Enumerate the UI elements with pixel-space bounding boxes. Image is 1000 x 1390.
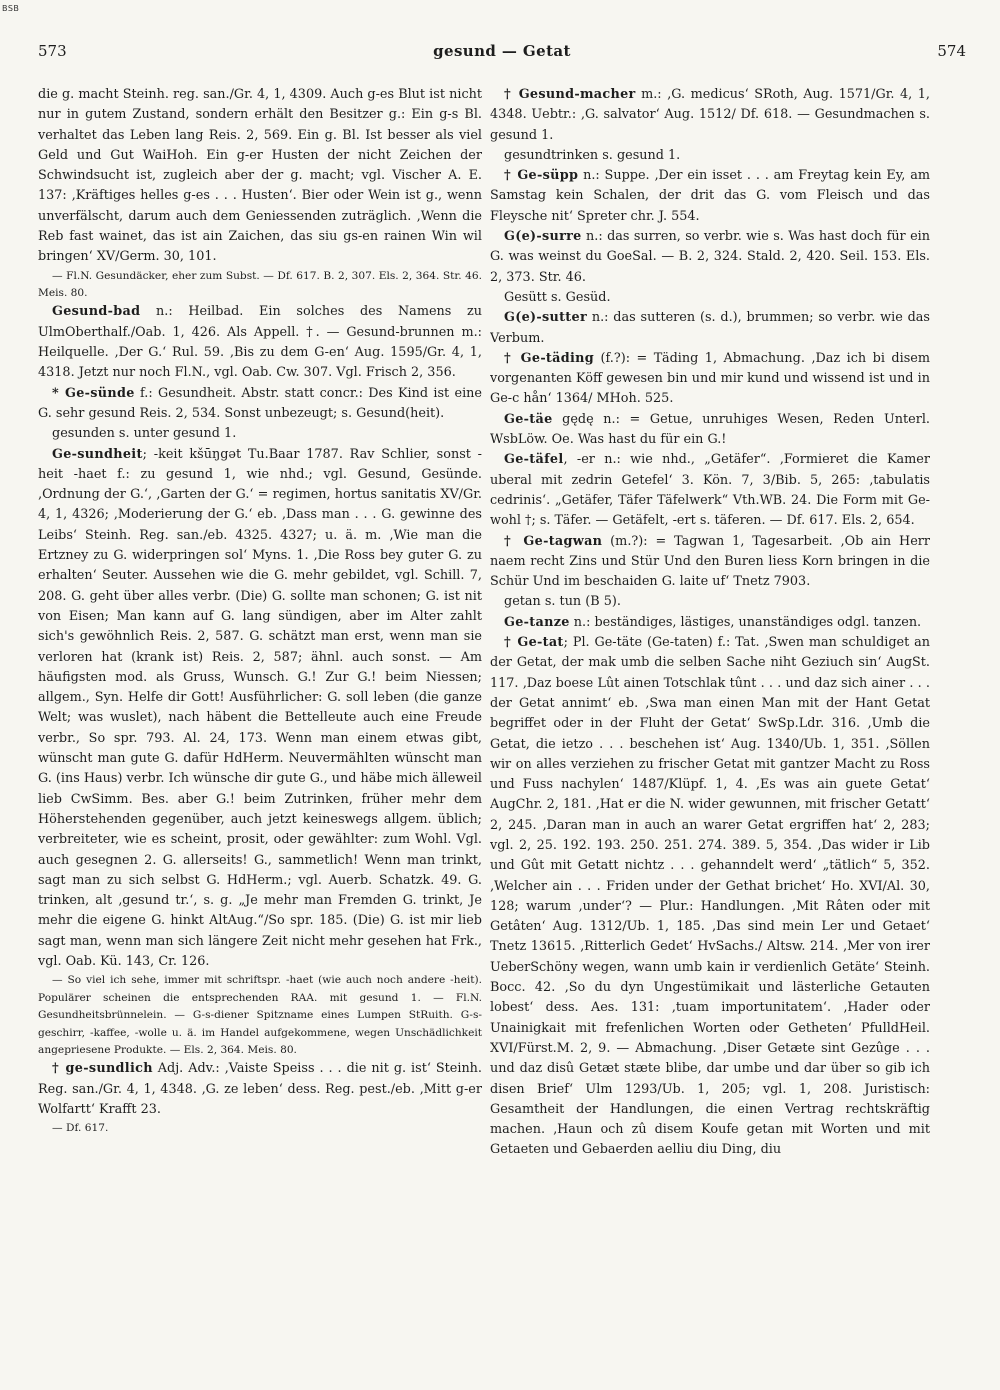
dictionary-entry: † Ge-tagwan (m.?): = Tagwan 1, Tagesarbeit. ‚Ob ain Herr naem recht Zins und Stür Und den Buren liess Korn bringen in die Schür Und im beschaiden G. laite uf‘ Tnetz 7903. xyxy=(490,533,930,590)
dictionary-entry: † Ge-täding (f.?): = Täding 1, Abmachung. ‚Daz ich bi disem vorgenanten Köff gewesen bin und mir kund und wissend ist und in Ge-c hån‘ 1364/ MHoh. 525. xyxy=(490,350,930,407)
headword: G(e)-sutter xyxy=(504,310,588,326)
headword: Ge-täfel xyxy=(504,452,564,468)
dictionary-entry: Ge-tanze n.: beständiges, lästiges, unanständiges odgl. tanzen. xyxy=(504,614,922,630)
left-page-number: 573 xyxy=(38,42,67,60)
reference-note: — Df. 617. xyxy=(52,1122,109,1135)
headword: † Ge-täding xyxy=(504,350,594,366)
library-stamp: BSB xyxy=(2,4,20,13)
headword: Ge-sundheit xyxy=(52,446,143,462)
cross-reference: getan s. tun (B 5). xyxy=(504,594,621,610)
dictionary-entry: * Ge-sünde f.: Gesundheit. Abstr. statt concr.: Des Kind ist eine G. sehr gesund Reis. 2, 534. Sonst unbezeugt; s. Gesund(heit). xyxy=(38,385,482,421)
reference-note: — So viel ich sehe, immer mit schriftspr. -haet (wie auch noch andere -heit). Populärer scheinen die entsprechenden RAA. mit gesund 1. — Fl.N. Gesundheitsbrünnelein. — G-s-diener Spitzname eines Lumpen StRuith. G-s-geschirr, -kaffee, -wolle u. ä. im Handel aufgekommene, wegen Unschädlichkeit angepriesene Produkte. — Els. 2, 364. Meis. 80. xyxy=(38,974,482,1056)
dictionary-entry: Gesund-bad n.: Heilbad. Ein solches des Namens zu UlmOberthalf./Oab. 1, 426. Als Appell. †. — Gesund-brunnen m.: Heilquelle. ‚Der G.‘ Rul. 59. ‚Bis zu dem G-en‘ Aug. 1595/Gr. 4, 1, 4318. Jetzt nur noch Fl.N., vgl. Oab. Cw. 307. Vgl. Frisch 2, 356. xyxy=(38,304,482,381)
dictionary-entry: Ge-sundheit; -keit kšūŋgət Tu.Baar 1787. Rav Schlier, sonst -heit -haet f.: zu gesund 1, wie nhd.; vgl. Gesund, Gesünde. ‚Ordnung der G.‘, ‚Garten der G.‘ = regimen, hortus sanitatis XV/Gr. 4, 1, 4326; ‚Moderierung der G.‘ eb. ‚Dass man . . . G. gewinne des Leibs‘ Steinh. Reg. san./eb. 4325. 4327; u. ä. m. ‚Wie man die Ertzney zu G. widerpringen sol‘ Myns. 1. ‚Die Ross bey guter G. zu erhalten‘ Seuter. Aussehen wie die G. mehr gebildet, vgl. Schill. 7, 208. G. geht über alles verbr. (Die) G. sollte man schonen; G. ist nit von Eisen; Man kann auf G. lang sündigen, aber im Alter zahlt sich's gewöhnlich Reis. 2, 587. G. schätzt man erst, wenn man sie verloren hat (krank ist) Reis. 2, 587; ähnl. auch sonst. — Am häufigsten mod. als Gruss, Wunsch. G.! Zur G.! beim Niessen; allgem., Syn. Helfe dir Gott! Ausführlicher: G. soll leben (die ganze Welt; was wuslet), nach häbent die Bettelleute auch eine Freude verbr., So spr. 793. Al. 24, 173. Wenn man einem etwas gibt, wünscht man gute G. dafür HdHerm. Neuvermählten wünscht man G. (ins Haus) verbr. Ich wünsche dir gute G., und häbe mich älleweil lieb CwSimm. Bes. aber G.! beim Zutrinken, früher mehr dem Höherstehenden gegenüber, auch jetzt keineswegs allgem. üblich; verbreiteter, wie es scheint, prosit, oder gewählter: zum Wohl. Vgl. auch gesegnen 2. G. allerseits! G., sammetlich! Wenn man trinkt, sagt man zu sich selbst G. HdHerm.; vgl. Auerb. Schatzk. 49. G. trinken, alt ‚gesund tr.‘, s. g. „Je mehr man Fremden G. trinkt, Je mehr die eigene G. hinkt AltAug.“/So spr. 185. (Die) G. ist mir lieb sagt man, wenn man sich längere Zeit nicht mehr gesehen hat Frk., vgl. Oab. Kü. 143, Cr. 126. xyxy=(38,446,482,969)
right-column xyxy=(490,85,930,1375)
headword: † Ge-tat xyxy=(504,635,564,651)
headword: † Ge-tagwan xyxy=(504,533,603,549)
headword: Ge-täe xyxy=(504,411,553,427)
cross-reference: gesunden s. unter gesund 1. xyxy=(52,426,237,442)
dictionary-entry: Ge-täfel, -er n.: wie nhd., „Getäfer“. ‚Formieret die Kamer uberal mit zedrin Getefel‘ 3. Kön. 7, 3/Bib. 5, 265: ‚tabulatis cedrinis‘. „Getäfer, Täfer Täfelwerk“ Vth.WB. 24. Die Form mit Ge- wohl †; s. Täfer. — Getäfelt, -ert s. täferen. — Df. 617. Els. 2, 654. xyxy=(490,452,930,529)
headword: † Gesund-macher xyxy=(504,87,636,102)
left-column xyxy=(38,85,482,1375)
dictionary-entry: G(e)-sutter n.: das sutteren (s. d.), brummen; so verbr. wie das Verbum. xyxy=(490,310,930,346)
page-header xyxy=(38,42,966,64)
dictionary-entry: † Gesund-macher m.: ‚G. medicus‘ SRoth, Aug. 1571/Gr. 4, 1, 4348. Uebtr.: ‚G. salvator‘ Aug. 1512/ Df. 618. — Gesundmachen s. gesund 1. xyxy=(490,87,930,143)
running-title: gesund — Getat xyxy=(433,42,571,60)
dictionary-entry: Ge-täe gędę n.: = Getue, unruhiges Wesen, Reden Unterl. WsbLöw. Oe. Was hast du für ein G.! xyxy=(490,411,930,448)
dictionary-entry: † Ge-tat; Pl. Ge-täte (Ge-taten) f.: Tat. ‚Swen man schuldiget an der Getat, der mak umb die selben Sache niht Geziuch sin‘ AugSt. 117. ‚Daz boese Lût ainen Totschlak tûnt . . . und daz sich ainer . . . der Getat annimt‘ eb. ‚Swa man einen Man mit der Hant Getat begriffet oder in der Fluht der Getat‘ SwSp.Ldr. 316. ‚Umb die Getat, die ietzo . . . beschehen ist‘ Aug. 1340/Ub. 1, 351. ‚Söllen wir on alles verziehen zu frischer Getat mit gantzer Macht zu Ross und Fuss nachylen‘ 1487/Klüpf. 1, 4. ‚Es was ain guete Getat‘ AugChr. 2, 181. ‚Hat er die N. wider gewunnen, mit frischer Getatt‘ 2, 245. ‚Daran man in auch an warer Getat ergriffen hat‘ 2, 283; vgl. 2, 25. 192. 193. 250. 251. 274. 389. 5, 354. ‚Das wider ir Lib und Gût mit Getatt nichtz . . . gehanndelt werd‘ „tätlich“ 5, 352. ‚Welcher ain . . . Friden under der Gethat brichet‘ Ho. XVI/Al. 30, 128; warum ‚under‘? — Plur.: Handlungen. ‚Mit Râten oder mit Getâten‘ Aug. 1312/Ub. 1, 185. ‚Das sind mein Ler und Getaet‘ Tnetz 13615. ‚Ritterlich Gedet‘ HvSachs./ Altsw. 214. ‚Mer von irer UeberSchöny wegen, wann umb kain ir verdienlich Getäte‘ Steinh. Bocc. 42. ‚So du dyn Ungestümikait und lästerliche Getauten lobest‘ dess. Aes. 131: ‚tuam importunitatem‘. ‚Hader oder Unainigkait mit frefenlichen Worten oder Getheten‘ PfulldHeil. XVI/Fürst.M. 2, 9. — Abmachung. ‚Diser Getæte sint Gezûge . . . und daz disû Getæt stæte blibe, dar umbe und dar über so gib ich disen Brief‘ Ulm 1293/Ub. 1, 205; vgl. 1, 208. Juristisch: Gesamtheit der Handlungen, die einen Vertrag rechtskräftig machen. ‚Haun och zû disem Koufe getan mit Worten und mit Getaeten und Gebaerden aelliu diu Ding, diu xyxy=(490,635,930,1158)
reference-note: — Fl.N. Gesundäcker, eher zum Subst. — Df. 617. B. 2, 307. Els. 2, 364. Str. 46. Meis. 80. xyxy=(38,269,482,300)
right-page-number: 574 xyxy=(937,42,966,60)
dictionary-entry: G(e)-surre n.: das surren, so verbr. wie s. Was hast doch für ein G. was weinst du GoeSal. — B. 2, 324. Stald. 2, 420. Seil. 153. Els. 2, 373. Str. 46. xyxy=(490,229,930,285)
cross-reference: gesundtrinken s. gesund 1. xyxy=(504,147,681,163)
headword: † Ge-süpp xyxy=(504,168,579,184)
headword: * Ge-sünde xyxy=(52,385,135,401)
dictionary-entry: † Ge-süpp n.: Suppe. ‚Der ein isset . . . am Freytag kein Ey, am Samstag kein Schalen, der drit das G. vom Fleisch und das Fleysche nit‘ Spreter chr. J. 554. xyxy=(490,168,930,224)
cross-reference: Gesütt s. Gesüd. xyxy=(504,289,611,305)
entry-paragraph: die g. macht Steinh. reg. san./Gr. 4, 1, 4309. Auch g-es Blut ist nicht nur in gutem Zustand, sondern erhält den Besitzer g.: Ein g-s Bl. verhaltet das Leben lang Reis. 2, 569. Ein g. Bl. Ist besser als viel Geld und Gut WaiHoh. Ein g-er Husten der nicht Zeichen der Schwindsucht ist, zugleich aber der g. macht; vgl. Vischer A. E. 137: ‚Kräftiges helles g-es . . . Husten‘. Bier oder Wein ist g., wenn unverfälscht, darum auch dem Geniessenden zuträglich. ‚Wenn die Reb fast wainet, das ist ain Zaichen, das siu gs-en rainen Win wil bringen‘ XV/Germ. 30, 101. xyxy=(38,87,482,265)
headword: Gesund-bad xyxy=(52,304,141,320)
dictionary-entry: † ge-sundlich Adj. Adv.: ‚Vaiste Speiss . . . die nit g. ist‘ Steinh. Reg. san./Gr. 4, 1, 4348. ‚G. ze leben‘ dess. Reg. pest./eb. ‚Mitt g-er Wolfartt‘ Krafft 23. xyxy=(38,1061,482,1117)
headword: G(e)-surre xyxy=(504,229,582,245)
headword: Ge-tanze xyxy=(504,614,570,630)
headword: † ge-sundlich xyxy=(52,1061,153,1077)
